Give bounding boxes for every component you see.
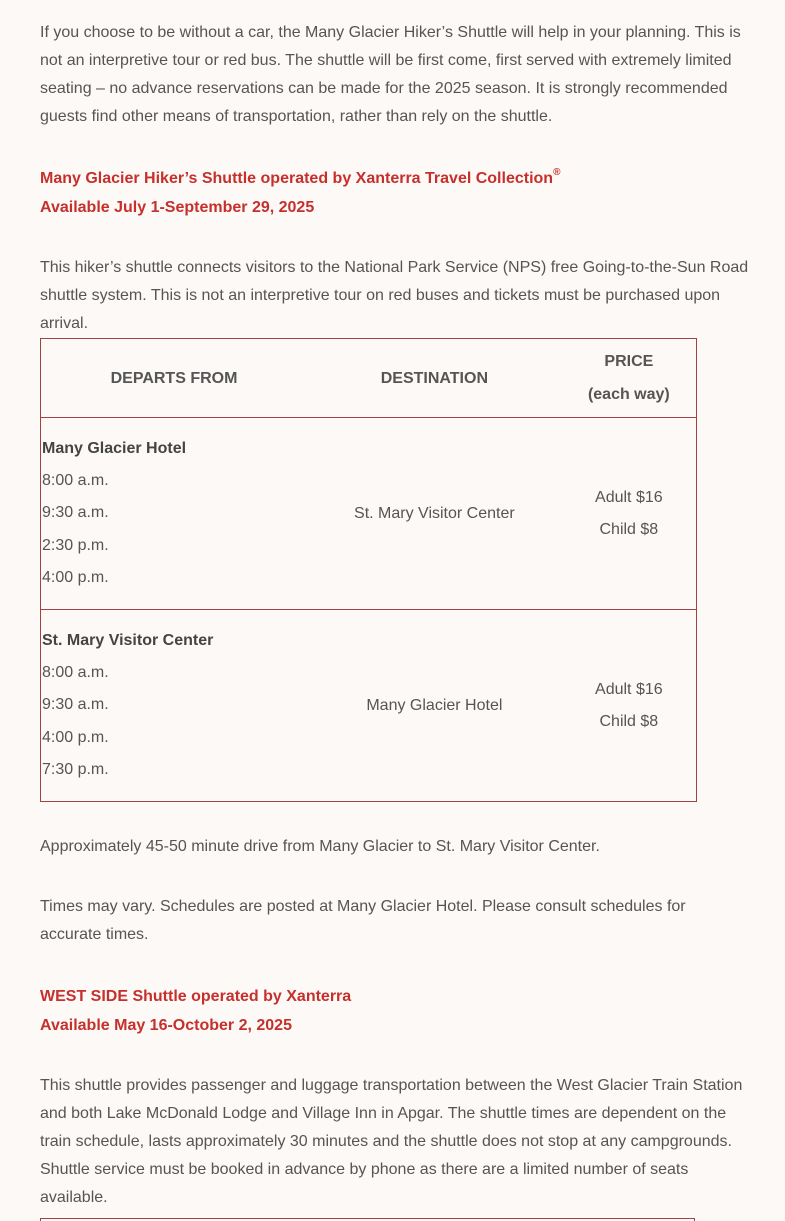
departure-time: 7:30 p.m. xyxy=(42,760,109,778)
price-header-line2: (each way) xyxy=(587,386,670,403)
table-row xyxy=(41,418,697,610)
hiker-shuttle-heading xyxy=(40,164,750,193)
departs-from-cell xyxy=(41,418,308,610)
schedule-note: Times may vary. Schedules are posted at Many Glacier Hotel. Please consult schedules for accurate times. xyxy=(40,898,686,943)
hiker-shuttle-description: This hiker’s shuttle connects visitors to the National Park Service (NPS) free Going-to-the-Sun Road shuttle system. This is not an interpretive tour on red buses and tickets must be purchased upon arrival. xyxy=(40,259,749,332)
hiker-shuttle-availability: Available July 1-September 29, 2025 xyxy=(40,199,315,216)
west-side-shuttle-description: This shuttle provides passenger and luggage transportation between the West Glacier Train Station and both Lake McDonald Lodge and Village Inn in Apgar. The shuttle times are dependent on the train schedule, lasts approximately 30 minutes and the shuttle does not stop at any campgrounds. Shuttle service must be booked in advance by phone as there are a limited number of seats available. xyxy=(40,1077,743,1206)
registered-mark: ® xyxy=(553,167,561,178)
west-side-shuttle-availability: Available May 16-October 2, 2025 xyxy=(40,1017,292,1034)
drive-time-note: Approximately 45-50 minute drive from Many Glacier to St. Mary Visitor Center. xyxy=(40,838,600,855)
price-header xyxy=(562,339,697,418)
destination-cell: St. Mary Visitor Center xyxy=(307,418,562,610)
intro-paragraph: If you choose to be without a car, the Many Glacier Hiker’s Shuttle will help in your planning. This is not an interpretive tour or red bus. The shuttle will be first come, first served with extremely limited seating – no advance reservations can be made for the 2025 season. It is strongly recommended guests find other means of transportation, rather than rely on the shuttle. xyxy=(40,24,741,125)
departure-time: 4:00 p.m. xyxy=(42,728,109,746)
child-price: Child $8 xyxy=(599,712,659,730)
table-header-row xyxy=(41,339,697,418)
adult-price: Adult $16 xyxy=(595,488,663,506)
hiker-shuttle-heading-text: Many Glacier Hiker’s Shuttle operated by Xanterra Travel Collection xyxy=(40,170,554,187)
departure-time: 9:30 a.m. xyxy=(42,504,109,522)
price-header-line1: PRICE xyxy=(604,353,654,370)
west-side-shuttle-heading: WEST SIDE Shuttle operated by Xanterra xyxy=(40,988,352,1005)
departs-from-cell xyxy=(41,610,308,802)
child-price: Child $8 xyxy=(599,520,659,538)
hiker-shuttle-schedule-table xyxy=(40,338,697,802)
departure-time: 4:00 p.m. xyxy=(42,568,109,586)
main-content xyxy=(40,19,750,1221)
destination-header: DESTINATION xyxy=(307,339,562,418)
adult-price: Adult $16 xyxy=(595,680,663,698)
table-row xyxy=(41,610,697,802)
destination-cell: Many Glacier Hotel xyxy=(307,610,562,802)
departure-time: 2:30 p.m. xyxy=(42,536,109,554)
price-cell xyxy=(562,418,697,610)
departs-from-header: DEPARTS FROM xyxy=(41,339,308,418)
departure-location: St. Mary Visitor Center xyxy=(42,631,214,649)
departure-time: 9:30 a.m. xyxy=(42,696,109,714)
departure-time: 8:00 a.m. xyxy=(42,472,109,490)
departure-location: Many Glacier Hotel xyxy=(42,439,187,457)
price-cell xyxy=(562,610,697,802)
departure-time: 8:00 a.m. xyxy=(42,664,109,682)
